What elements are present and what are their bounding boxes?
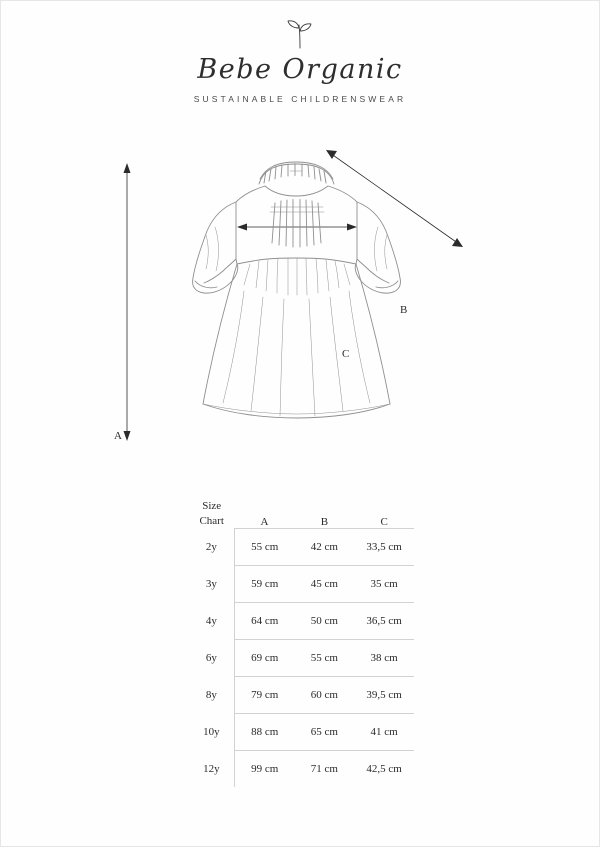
size-chart-title	[189, 499, 234, 529]
size-chart	[189, 499, 414, 787]
row-value-c: 35 cm	[354, 566, 414, 603]
column-header-c: C	[380, 516, 388, 529]
dimension-label-c: C	[342, 348, 350, 360]
row-value-c: 42,5 cm	[366, 763, 402, 776]
row-value-a: 59 cm	[234, 566, 294, 603]
row-value-b: 55 cm	[295, 640, 355, 677]
row-value-c: 36,5 cm	[354, 603, 414, 640]
table-row	[189, 714, 414, 751]
brand-tagline: SUSTAINABLE CHILDRENSWEAR	[193, 93, 407, 104]
row-value-c: 33,5 cm	[354, 529, 414, 566]
size-chart-title-line1: Size	[202, 500, 222, 512]
row-value-a: 99 cm	[251, 763, 279, 776]
row-size: 2y	[189, 529, 234, 566]
dimension-label-a: A	[114, 430, 122, 442]
row-value-c: 39,5 cm	[354, 677, 414, 714]
dimension-label-b: B	[400, 304, 408, 316]
row-value-c: 41 cm	[354, 714, 414, 751]
leaf-sprig-icon	[283, 19, 317, 49]
row-value-a: 64 cm	[234, 603, 294, 640]
column-header-b: B	[320, 516, 329, 529]
table-header-row	[189, 499, 414, 529]
row-size: 12y	[189, 751, 234, 788]
row-value-a: 79 cm	[234, 677, 294, 714]
table-row	[189, 677, 414, 714]
row-value-b: 71 cm	[310, 763, 338, 776]
row-value-b: 60 cm	[295, 677, 355, 714]
table-row	[189, 529, 414, 566]
row-value-b: 42 cm	[295, 529, 355, 566]
row-value-a: 88 cm	[234, 714, 294, 751]
row-size: 10y	[189, 714, 234, 751]
brand-header	[1, 19, 599, 104]
size-chart-title-line2: Chart	[199, 514, 224, 527]
size-chart-table	[189, 499, 414, 787]
row-value-a: 55 cm	[234, 529, 294, 566]
row-value-c: 38 cm	[354, 640, 414, 677]
table-row	[189, 566, 414, 603]
row-size: 3y	[189, 566, 234, 603]
row-size: 6y	[189, 640, 234, 677]
row-size: 4y	[189, 603, 234, 640]
table-row	[189, 640, 414, 677]
row-value-a: 69 cm	[234, 640, 294, 677]
row-value-b: 50 cm	[295, 603, 355, 640]
row-value-b: 65 cm	[295, 714, 355, 751]
row-size: 8y	[189, 677, 234, 714]
table-row	[189, 751, 414, 788]
brand-name: Bebe Organic	[197, 54, 403, 85]
dress-technical-flat-sketch	[1, 131, 600, 481]
table-row	[189, 603, 414, 640]
column-header-a: A	[260, 516, 269, 529]
row-value-b: 45 cm	[295, 566, 355, 603]
